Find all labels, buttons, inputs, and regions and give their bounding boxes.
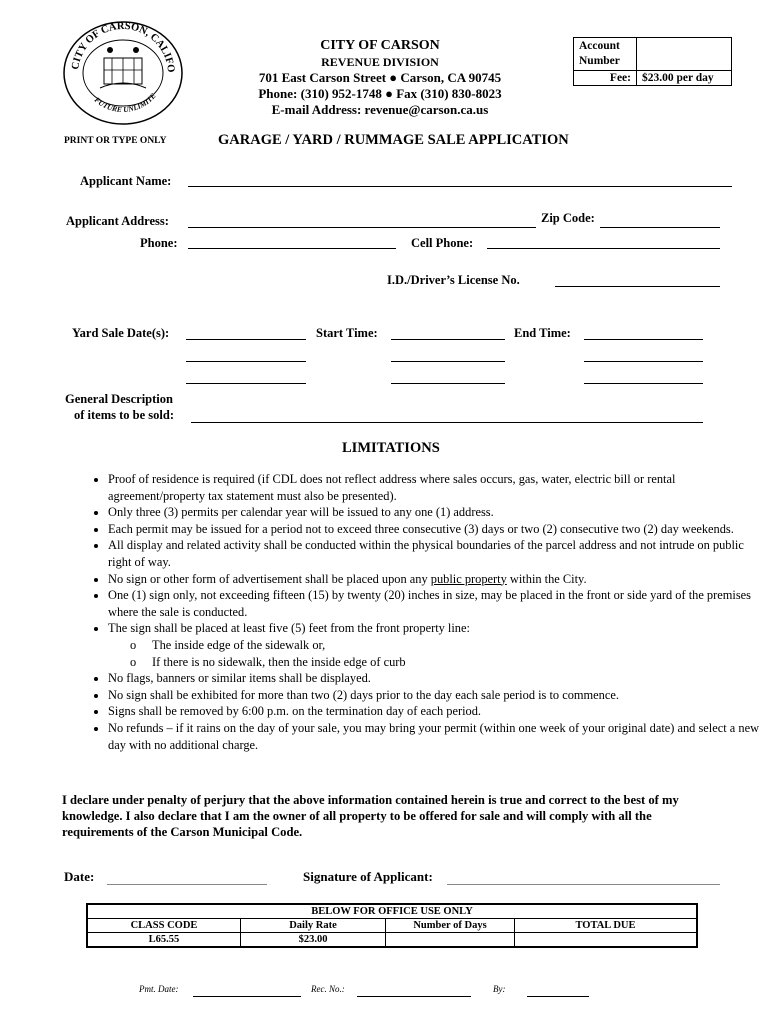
limitations-list bbox=[62, 471, 768, 753]
limitation-item: • No flags, banners or similar items shall be displayed. bbox=[108, 670, 768, 687]
office-use-banner: BELOW FOR OFFICE USE ONLY bbox=[87, 904, 697, 919]
description-label-line1: General Description bbox=[65, 392, 173, 406]
limitation-item: • One (1) sign only, not exceeding fifteen (15) by twenty (20) inches in size, may be placed in the front or side yard of the premises where the sale is conducted. bbox=[108, 587, 768, 620]
limitation-item: • No refunds – if it rains on the day of your sale, you may bring your permit (within one week of your original date) and select a new day with no additional charge. bbox=[108, 720, 768, 753]
sale-date-field-1[interactable] bbox=[186, 339, 306, 340]
end-time-label: End Time: bbox=[514, 326, 571, 340]
start-time-field-3[interactable] bbox=[391, 383, 505, 384]
sub-item: o The inside edge of the sidewalk or, bbox=[130, 637, 768, 654]
fee-label: Fee: bbox=[574, 71, 637, 86]
end-time-field-1[interactable] bbox=[584, 339, 703, 340]
sign-rule-text-end: within the City. bbox=[506, 571, 587, 586]
total-due-header: TOTAL DUE bbox=[515, 919, 698, 933]
city-seal bbox=[60, 18, 186, 126]
daily-rate-value: $23.00 bbox=[241, 933, 386, 948]
sub-item: o If there is no sidewalk, then the inside edge of curb bbox=[130, 654, 768, 671]
limitations-heading: LIMITATIONS bbox=[342, 440, 440, 456]
account-number-label: Account Number bbox=[574, 38, 637, 71]
sale-date-field-3[interactable] bbox=[186, 383, 306, 384]
date-label: Date: bbox=[64, 869, 95, 884]
city-name: CITY OF CARSON bbox=[320, 38, 440, 53]
daily-rate-header: Daily Rate bbox=[241, 919, 386, 933]
receipt-number-label: Rec. No.: bbox=[311, 984, 345, 994]
print-note: PRINT OR TYPE ONLY bbox=[64, 136, 167, 146]
limitation-item: • Each permit may be issued for a period not to exceed three consecutive (3) days or two (2) consecutive two (2) day weekends. bbox=[108, 521, 768, 538]
start-time-label: Start Time: bbox=[316, 326, 378, 340]
public-property-text: public property bbox=[430, 571, 507, 586]
end-time-field-2[interactable] bbox=[584, 361, 703, 362]
signature-field[interactable] bbox=[447, 884, 720, 885]
city-email: E-mail Address: revenue@carson.ca.us bbox=[271, 102, 489, 117]
letterhead bbox=[200, 38, 560, 118]
account-number-field[interactable] bbox=[637, 38, 732, 71]
limitation-item: • Signs shall be removed by 6:00 p.m. on the termination day of each period. bbox=[108, 703, 768, 720]
limitation-item: • No sign shall be exhibited for more than two (2) days prior to the day each sale period is to commence. bbox=[108, 687, 768, 704]
account-fee-table bbox=[573, 37, 732, 86]
sale-dates-label: Yard Sale Date(s): bbox=[72, 326, 170, 340]
total-due-field[interactable] bbox=[515, 933, 698, 948]
sale-date-field-2[interactable] bbox=[186, 361, 306, 362]
office-use-table bbox=[86, 903, 698, 948]
svg-text:CITY OF CARSON, CALIFORNIA bbox=[60, 18, 176, 73]
seal-bottom-text: FUTURE UNLIMITE bbox=[92, 91, 158, 115]
phone-field[interactable] bbox=[188, 248, 396, 249]
number-of-days-field[interactable] bbox=[386, 933, 515, 948]
zip-code-field[interactable] bbox=[600, 227, 720, 228]
receipt-number-field[interactable] bbox=[357, 996, 471, 997]
phone-label: Phone: bbox=[140, 236, 178, 250]
applicant-name-label: Applicant Name: bbox=[80, 174, 172, 188]
limitation-item: • Proof of residence is required (if CDL does not reflect address where sales occurs, gas, water, electric bill or rental agreement/property tax statement must also be presented). bbox=[108, 471, 768, 504]
class-code-header: CLASS CODE bbox=[87, 919, 241, 933]
sign-placement-text: The sign shall be placed at least five (5) feet from the front property line: bbox=[108, 621, 470, 636]
by-label: By: bbox=[493, 984, 506, 994]
number-of-days-header: Number of Days bbox=[386, 919, 515, 933]
payment-date-field[interactable] bbox=[193, 996, 301, 997]
start-time-field-2[interactable] bbox=[391, 361, 505, 362]
payment-date-label: Pmt. Date: bbox=[139, 984, 179, 994]
license-field[interactable] bbox=[555, 286, 720, 287]
class-code-value: L65.55 bbox=[87, 933, 241, 948]
applicant-address-label: Applicant Address: bbox=[66, 214, 169, 228]
cell-phone-label: Cell Phone: bbox=[411, 236, 474, 250]
zip-code-label: Zip Code: bbox=[541, 211, 595, 225]
seal-top-text: CITY OF CARSON, CALIFO bbox=[70, 20, 177, 74]
description-label-line2: of items to be sold: bbox=[74, 408, 174, 422]
declaration-text: I declare under penalty of perjury that the above information contained herein is true and correct to the best of my knowledge. I also declare that I am the owner of all property to be offered for sale and will comply with all the requirements of the Carson Municipal Code. bbox=[62, 793, 679, 839]
date-field[interactable] bbox=[107, 884, 267, 885]
limitation-item-sign-placement bbox=[108, 620, 768, 670]
signature-label: Signature of Applicant: bbox=[303, 869, 433, 884]
limitation-item: • Only three (3) permits per calendar year will be issued to any one (1) address. bbox=[108, 504, 768, 521]
fee-value: $23.00 per day bbox=[637, 71, 732, 86]
limitation-item-public-property bbox=[108, 571, 768, 588]
license-label: I.D./Driver’s License No. bbox=[387, 273, 520, 287]
end-time-field-3[interactable] bbox=[584, 383, 703, 384]
limitation-item: • All display and related activity shall be conducted within the physical boundaries of the parcel address and not intrude on public right of way. bbox=[108, 537, 768, 570]
city-phone-fax: Phone: (310) 952-1748 ● Fax (310) 830-8023 bbox=[258, 86, 502, 101]
form-title: GARAGE / YARD / RUMMAGE SALE APPLICATION bbox=[218, 132, 569, 148]
applicant-address-field[interactable] bbox=[188, 227, 536, 228]
by-field[interactable] bbox=[527, 996, 589, 997]
applicant-name-field[interactable] bbox=[188, 186, 732, 187]
sign-rule-text-start: No sign or other form of advertisement shall be placed upon any bbox=[108, 571, 431, 586]
cell-phone-field[interactable] bbox=[487, 248, 720, 249]
description-field[interactable] bbox=[191, 422, 703, 423]
start-time-field-1[interactable] bbox=[391, 339, 505, 340]
city-address: 701 East Carson Street ● Carson, CA 90745 bbox=[258, 70, 502, 85]
sign-placement-sublist bbox=[108, 637, 768, 670]
division-name: REVENUE DIVISION bbox=[321, 55, 439, 69]
